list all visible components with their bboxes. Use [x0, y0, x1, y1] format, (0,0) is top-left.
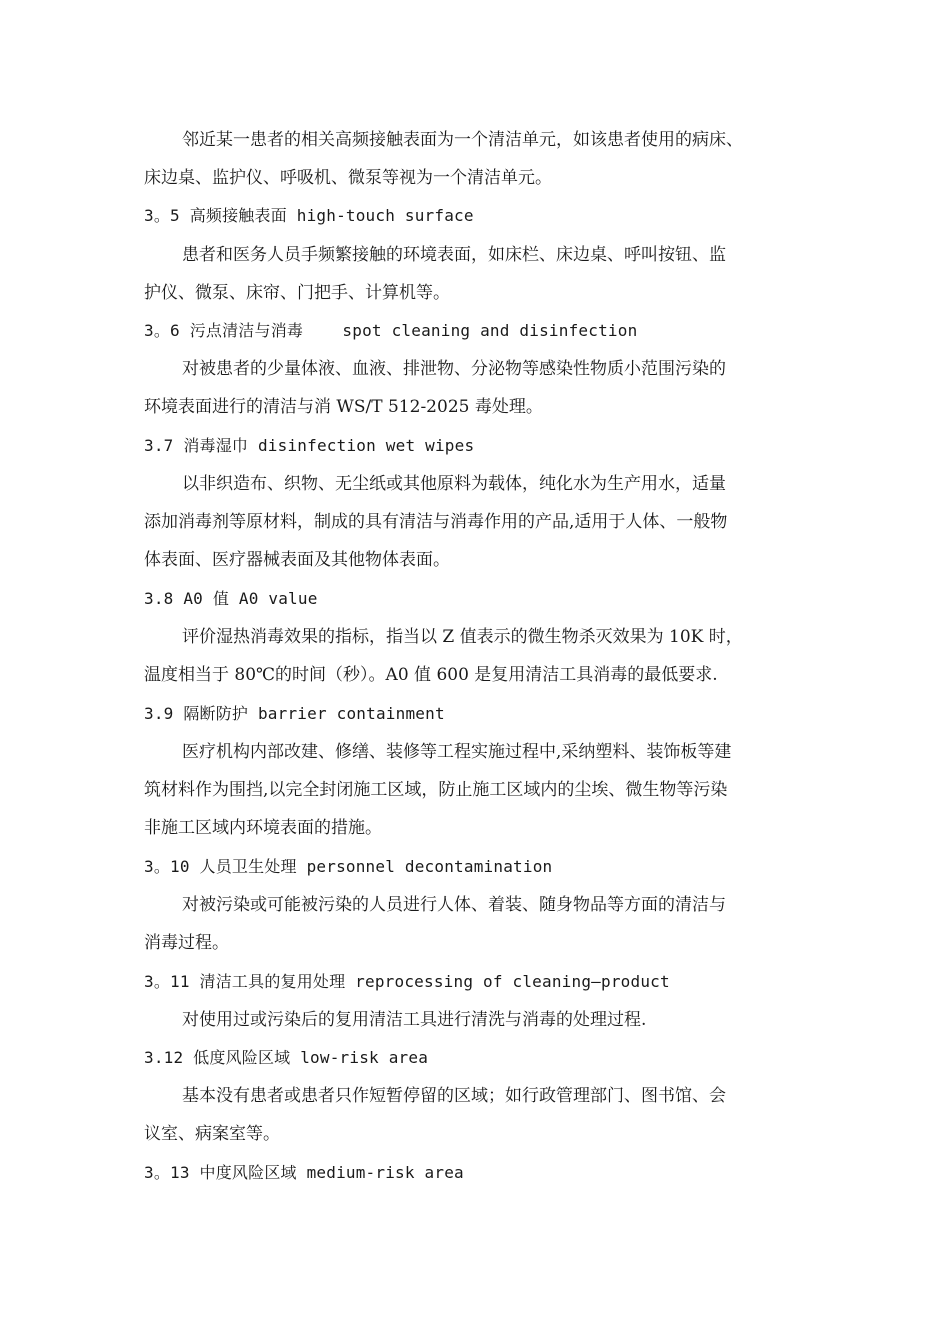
- term-heading-3-12: 3.12 低度风险区域 low-risk area: [144, 1048, 429, 1067]
- paragraph-3-10: [144, 886, 810, 962]
- term-heading-3-13: 3。13 中度风险区域 medium-risk area: [144, 1163, 464, 1182]
- paragraph-line: 基本没有患者或患者只作短暂停留的区域；如行政管理部门、图书馆、会: [182, 1086, 726, 1106]
- paragraph-line: 患者和医务人员手频繁接触的环境表面，如床栏、床边桌、呼叫按钮、监: [182, 245, 726, 265]
- paragraph-3-8: [144, 618, 810, 694]
- paragraph-3-7: [144, 465, 810, 579]
- paragraph-3-5: [144, 236, 810, 312]
- paragraph-line: 议室、病案室等。: [144, 1124, 280, 1144]
- paragraph-3-11: [144, 1001, 810, 1039]
- paragraph-line: 环境表面进行的清洁与消 WS/T 512-2025 毒处理。: [144, 397, 543, 417]
- term-heading-3-9: 3.9 隔断防护 barrier containment: [144, 704, 445, 723]
- term-heading-3-11: 3。11 清洁工具的复用处理 reprocessing of cleaning—product: [144, 972, 670, 991]
- paragraph-line: 温度相当于 80℃的时间（秒）。A0 值 600 是复用清洁工具消毒的最低要求.: [144, 665, 718, 685]
- paragraph-line: 对被污染或可能被污染的人员进行人体、着装、随身物品等方面的清洁与: [182, 895, 726, 915]
- paragraph-3-12: [144, 1077, 810, 1153]
- paragraph-line: 筑材料作为围挡,以完全封闭施工区域，防止施工区域内的尘埃、微生物等污染: [144, 780, 728, 800]
- paragraph-3-4-continuation: [144, 121, 810, 197]
- term-heading-3-8: 3.8 A0 值 A0 value: [144, 589, 318, 608]
- paragraph-line: 护仪、微泵、床帘、门把手、计算机等。: [144, 283, 450, 303]
- term-heading-3-10: 3。10 人员卫生处理 personnel decontamination: [144, 857, 553, 876]
- paragraph-line: 医疗机构内部改建、修缮、装修等工程实施过程中,采纳塑料、装饰板等建: [182, 742, 732, 762]
- paragraph-line: 评价湿热消毒效果的指标，指当以 Z 值表示的微生物杀灭效果为 10K 时，: [182, 627, 743, 647]
- term-heading-3-7: 3.7 消毒湿巾 disinfection wet wipes: [144, 436, 475, 455]
- paragraph-3-9: [144, 733, 810, 847]
- paragraph-line: 以非织造布、织物、无尘纸或其他原料为载体，纯化水为生产用水，适量: [182, 474, 726, 494]
- paragraph-line: 对被患者的少量体液、血液、排泄物、分泌物等感染性物质小范围污染的: [182, 359, 726, 379]
- term-heading-3-6: 3。6 污点清洁与消毒 spot cleaning and disinfection: [144, 321, 638, 340]
- paragraph-line: 对使用过或污染后的复用清洁工具进行清洗与消毒的处理过程.: [182, 1010, 647, 1030]
- paragraph-line: 非施工区域内环境表面的措施。: [144, 818, 382, 838]
- paragraph-line: 消毒过程。: [144, 933, 229, 953]
- paragraph-3-6: [144, 350, 810, 426]
- paragraph-line: 添加消毒剂等原材料，制成的具有清洁与消毒作用的产品,适用于人体、一般物: [144, 512, 728, 532]
- paragraph-line: 体表面、医疗器械表面及其他物体表面。: [144, 550, 450, 570]
- paragraph-line: 床边桌、监护仪、呼吸机、微泵等视为一个清洁单元。: [144, 168, 552, 188]
- term-heading-3-5: 3。5 高频接触表面 high-touch surface: [144, 206, 474, 225]
- paragraph-line: 邻近某一患者的相关高频接触表面为一个清洁单元，如该患者使用的病床、: [182, 130, 743, 150]
